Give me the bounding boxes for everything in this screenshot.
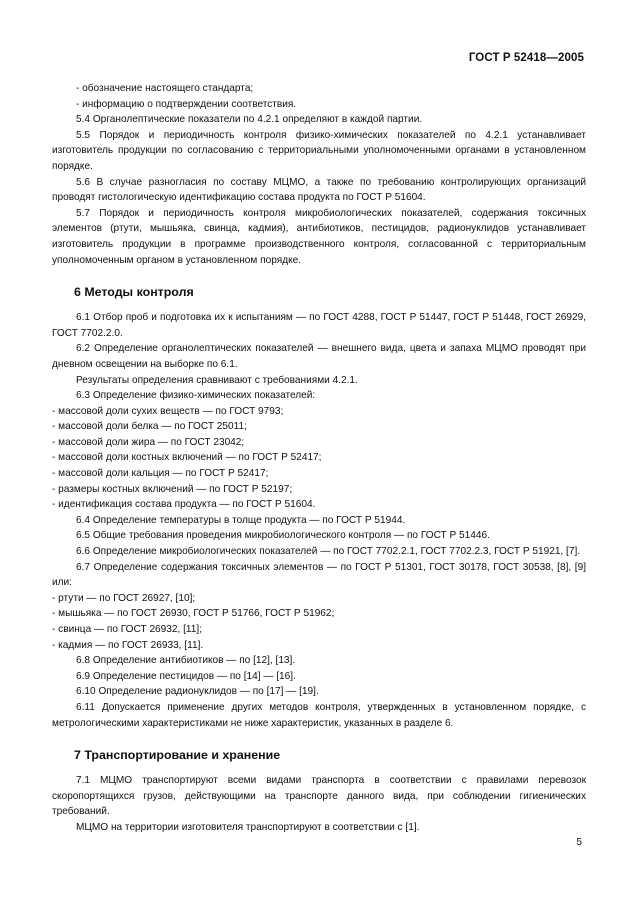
paragraph-5-7: 5.7 Порядок и периодичность контроля микробиологических показателей, содержания токсичных элементов (ртути, мышьяка, свинца, кадмия), антибиотиков, пестицидов, радионуклидов устанавливает изготовитель продукции в программе производственного контроля, согласованной с территориальным уполномоченным органом в установленном порядке. [52,207,586,266]
list-item: - массовой доли белка — по ГОСТ 25011; [52,421,247,433]
paragraph-6-3: 6.3 Определение физико-химических показателей: [76,390,316,402]
page-header-standard: ГОСТ Р 52418—2005 [468,52,584,64]
list-item: - массовой доли костных включений — по ГОСТ Р 52417; [52,452,322,464]
list-item: - свинца — по ГОСТ 26932, [11]; [52,624,203,635]
paragraph-6-6: 6.6 Определение микробиологических показателей — по ГОСТ 7702.2.1, ГОСТ 7702.2.3, ГОСТ Р 51921, [7]. [76,546,581,558]
paragraph-6-8: 6.8 Определение антибиотиков — по [12], [13]. [76,655,296,667]
paragraph-6-2-results: Результаты определения сравнивают с требованиями 4.2.1. [76,374,358,386]
list-item: - информацию о подтверждении соответствия. [76,98,297,110]
paragraph-5-5: 5.5 Порядок и периодичность контроля физико-химических показателей по 4.2.1 устанавливает изготовитель продукции по согласованию с территориальными уполномоченными органами в установленном порядке. [52,129,586,172]
paragraph-7-1: 7.1 МЦМО транспортируют всеми видами транспорта в соответствии с правилами перевозок скоропортящихся грузов, действующими на транспорте данного вида, при соблюдении гигиенических требований. [52,775,586,818]
paragraph-6-7: 6.7 Определение содержания токсичных элементов — по ГОСТ Р 51301, ГОСТ 30178, ГОСТ 30538, [8], [9] или: [52,561,586,589]
paragraph-6-4: 6.4 Определение температуры в толще продукта — по ГОСТ Р 51944. [76,514,406,526]
list-item: - ртути — по ГОСТ 26927, [10]; [52,592,196,604]
page-number: 5 [576,837,582,848]
list-item: - массовой доли кальция — по ГОСТ Р 52417; [52,468,269,480]
list-item: - мышьяка — по ГОСТ 26930, ГОСТ Р 51766, ГОСТ Р 51962; [52,608,335,620]
section-6-heading: 6 Методы контроля [74,285,194,300]
list-item: - размеры костных включений — по ГОСТ Р 52197; [52,483,293,495]
list-item: - массовой доли сухих веществ — по ГОСТ 9793; [52,405,284,417]
list-item: - массовой доли жира — по ГОСТ 23042; [52,436,245,448]
section-7-heading: 7 Транспортирование и хранение [74,748,281,763]
paragraph-6-9: 6.9 Определение пестицидов — по [14] — [16]. [76,670,296,682]
list-item: - кадмия — по ГОСТ 26933, [11]. [52,639,204,651]
paragraph-6-10: 6.10 Определение радионуклидов — по [17] — [19]. [76,686,319,698]
list-item: - обозначение настоящего стандарта; [76,83,254,94]
paragraph-6-2: 6.2 Определение органолептических показателей — внешнего вида, цвета и запаха МЦМО проводят при дневном освещении на выборке по 6.1. [52,343,586,370]
paragraph-5-4: 5.4 Органолептические показатели по 4.2.1 определяют в каждой партии. [76,114,423,126]
paragraph-5-6: 5.6 В случае разногласия по составу МЦМО, а также по требованию контролирующих организаций проводят гистологическую идентификацию состава продукта по ГОСТ Р 51604. [52,176,586,204]
paragraph-6-1: 6.1 Отбор проб и подготовка их к испытаниям — по ГОСТ 4288, ГОСТ Р 51447, ГОСТ Р 51448, ГОСТ 26929, ГОСТ 7702.2.0. [52,312,586,339]
document-body [52,81,586,836]
paragraph-6-5: 6.5 Общие требования проведения микробиологического контроля — по ГОСТ Р 51446. [76,530,490,542]
list-item: - идентификация состава продукта — по ГОСТ Р 51604. [52,499,316,511]
paragraph-6-11: 6.11 Допускается применение других методов контроля, утвержденных в установленном порядке, с метрологическими характеристиками не ниже характеристик, указанных в разделе 6. [52,701,586,729]
paragraph-7-1-local: МЦМО на территории изготовителя транспортируют в соответствии с [1]. [76,821,420,833]
